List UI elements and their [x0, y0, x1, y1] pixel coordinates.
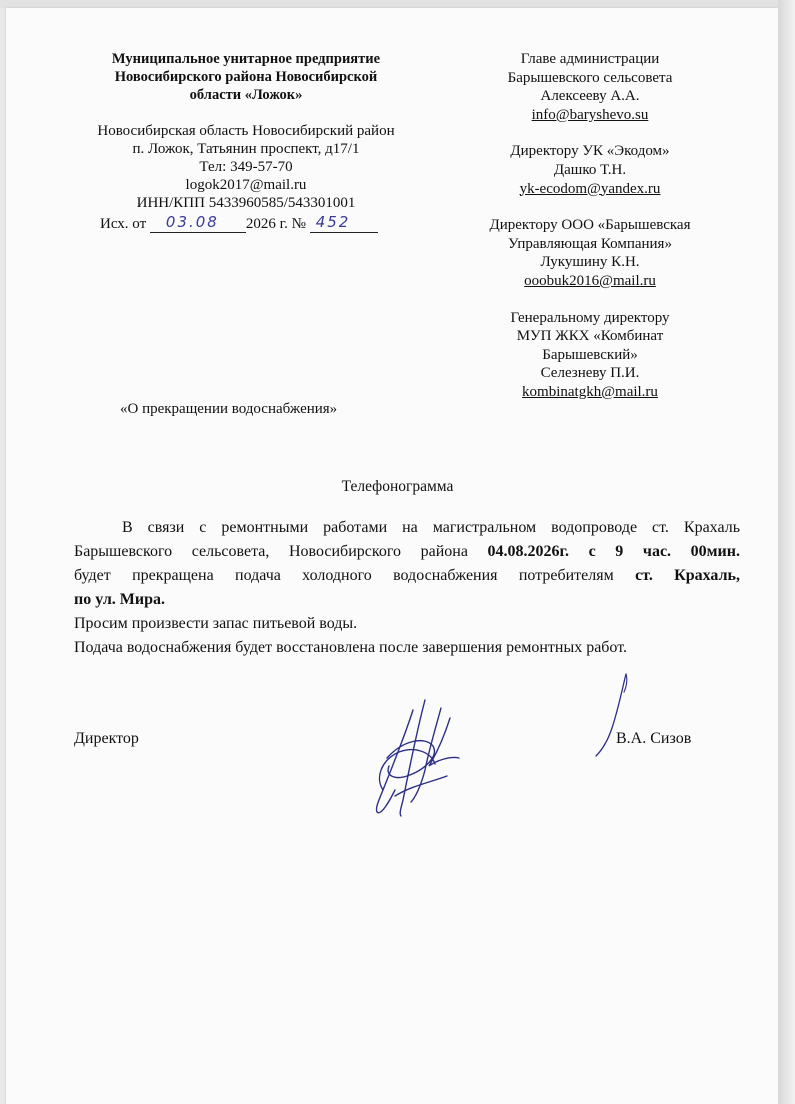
body-bold-datetime: 04.08.2026г. с 9 час. 00мин.	[487, 543, 740, 560]
scan-top-edge	[0, 0, 795, 8]
letter-subject: «О прекращении водоснабжения»	[120, 401, 338, 417]
handwritten-signature	[355, 690, 485, 820]
recipient-line: МУП ЖКХ «Комбинат	[516, 328, 664, 345]
recipient-line: Селезневу П.И.	[540, 365, 640, 382]
outgoing-prefix: Исх. от	[100, 216, 147, 232]
body-line	[74, 612, 740, 636]
letter-body	[74, 516, 740, 660]
sender-email: logok2017@mail.ru	[185, 177, 307, 193]
body-line	[74, 588, 740, 612]
org-line: области «Ложок»	[189, 87, 303, 103]
outgoing-number-field	[310, 215, 378, 233]
address-line: п. Ложок, Татьянин проспект, д17/1	[132, 141, 360, 157]
recipient-line: Барышевского сельсовета	[507, 69, 673, 86]
recipient-group	[470, 309, 710, 402]
body-line	[74, 564, 740, 588]
body-bold-street: по ул. Мира.	[74, 591, 166, 608]
body-text: Подача водоснабжения будет восстановлена после завершения ремонтных работ.	[74, 639, 628, 656]
recipient-email[interactable]: yk-ecodom@yandex.ru	[519, 180, 661, 197]
outgoing-date-handwritten: 03.08	[165, 213, 219, 231]
scan-right-edge	[778, 0, 795, 1104]
recipient-line: Дашко Т.Н.	[553, 161, 627, 178]
recipient-line: Лукушину К.Н.	[540, 254, 640, 271]
body-text: Просим произвести запас питьевой воды.	[74, 615, 358, 632]
recipient-line: Директору УК «Экодом»	[510, 143, 670, 160]
recipient-group	[470, 216, 710, 290]
signatory-title: Директор	[74, 730, 139, 747]
body-line	[74, 516, 740, 540]
body-bold-station: ст. Крахаль,	[635, 567, 741, 584]
recipient-line: Управляющая Компания»	[508, 235, 672, 252]
body-text: будет прекращена подача холодного водоснабжения потребителям	[74, 567, 636, 584]
recipient-group	[470, 142, 710, 198]
outgoing-number-handwritten: 452	[315, 213, 351, 231]
body-text: В связи с ремонтными работами на магистральном водопроводе ст. Крахаль	[122, 519, 740, 536]
sender-address	[76, 122, 416, 212]
body-line	[74, 540, 740, 564]
recipient-email[interactable]: ooobuk2016@mail.ru	[524, 272, 656, 289]
outgoing-date-field	[150, 215, 246, 233]
signatory-name: В.А. Сизов	[616, 730, 692, 747]
recipient-line: Директору ООО «Барышевская	[489, 217, 691, 234]
recipient-email[interactable]: info@baryshevo.su	[531, 106, 649, 123]
recipient-group	[470, 50, 710, 124]
recipients-block	[470, 50, 710, 420]
outgoing-reference	[100, 215, 420, 233]
org-line: Новосибирского района Новосибирской	[114, 69, 378, 85]
outgoing-year: 2026 г. №	[245, 216, 306, 232]
document-title: Телефонограмма	[341, 478, 454, 495]
phone-line: Тел: 349-57-70	[199, 159, 293, 175]
address-line: Новосибирская область Новосибирский район	[97, 123, 395, 139]
sender-block	[76, 50, 416, 212]
recipient-line: Алексееву А.А.	[540, 88, 640, 105]
body-line	[74, 636, 740, 660]
sender-organization	[76, 50, 416, 104]
recipient-line: Главе администрации	[520, 51, 660, 67]
body-text: Барышевского сельсовета, Новосибирского района	[74, 543, 488, 560]
recipient-line: Генеральному директору	[510, 309, 670, 326]
recipient-email[interactable]: kombinatgkh@mail.ru	[522, 383, 658, 400]
recipient-line: Барышевский»	[542, 346, 638, 363]
inn-kpp-line: ИНН/КПП 5433960585/543301001	[136, 195, 356, 211]
org-line: Муниципальное унитарное предприятие	[111, 51, 381, 67]
